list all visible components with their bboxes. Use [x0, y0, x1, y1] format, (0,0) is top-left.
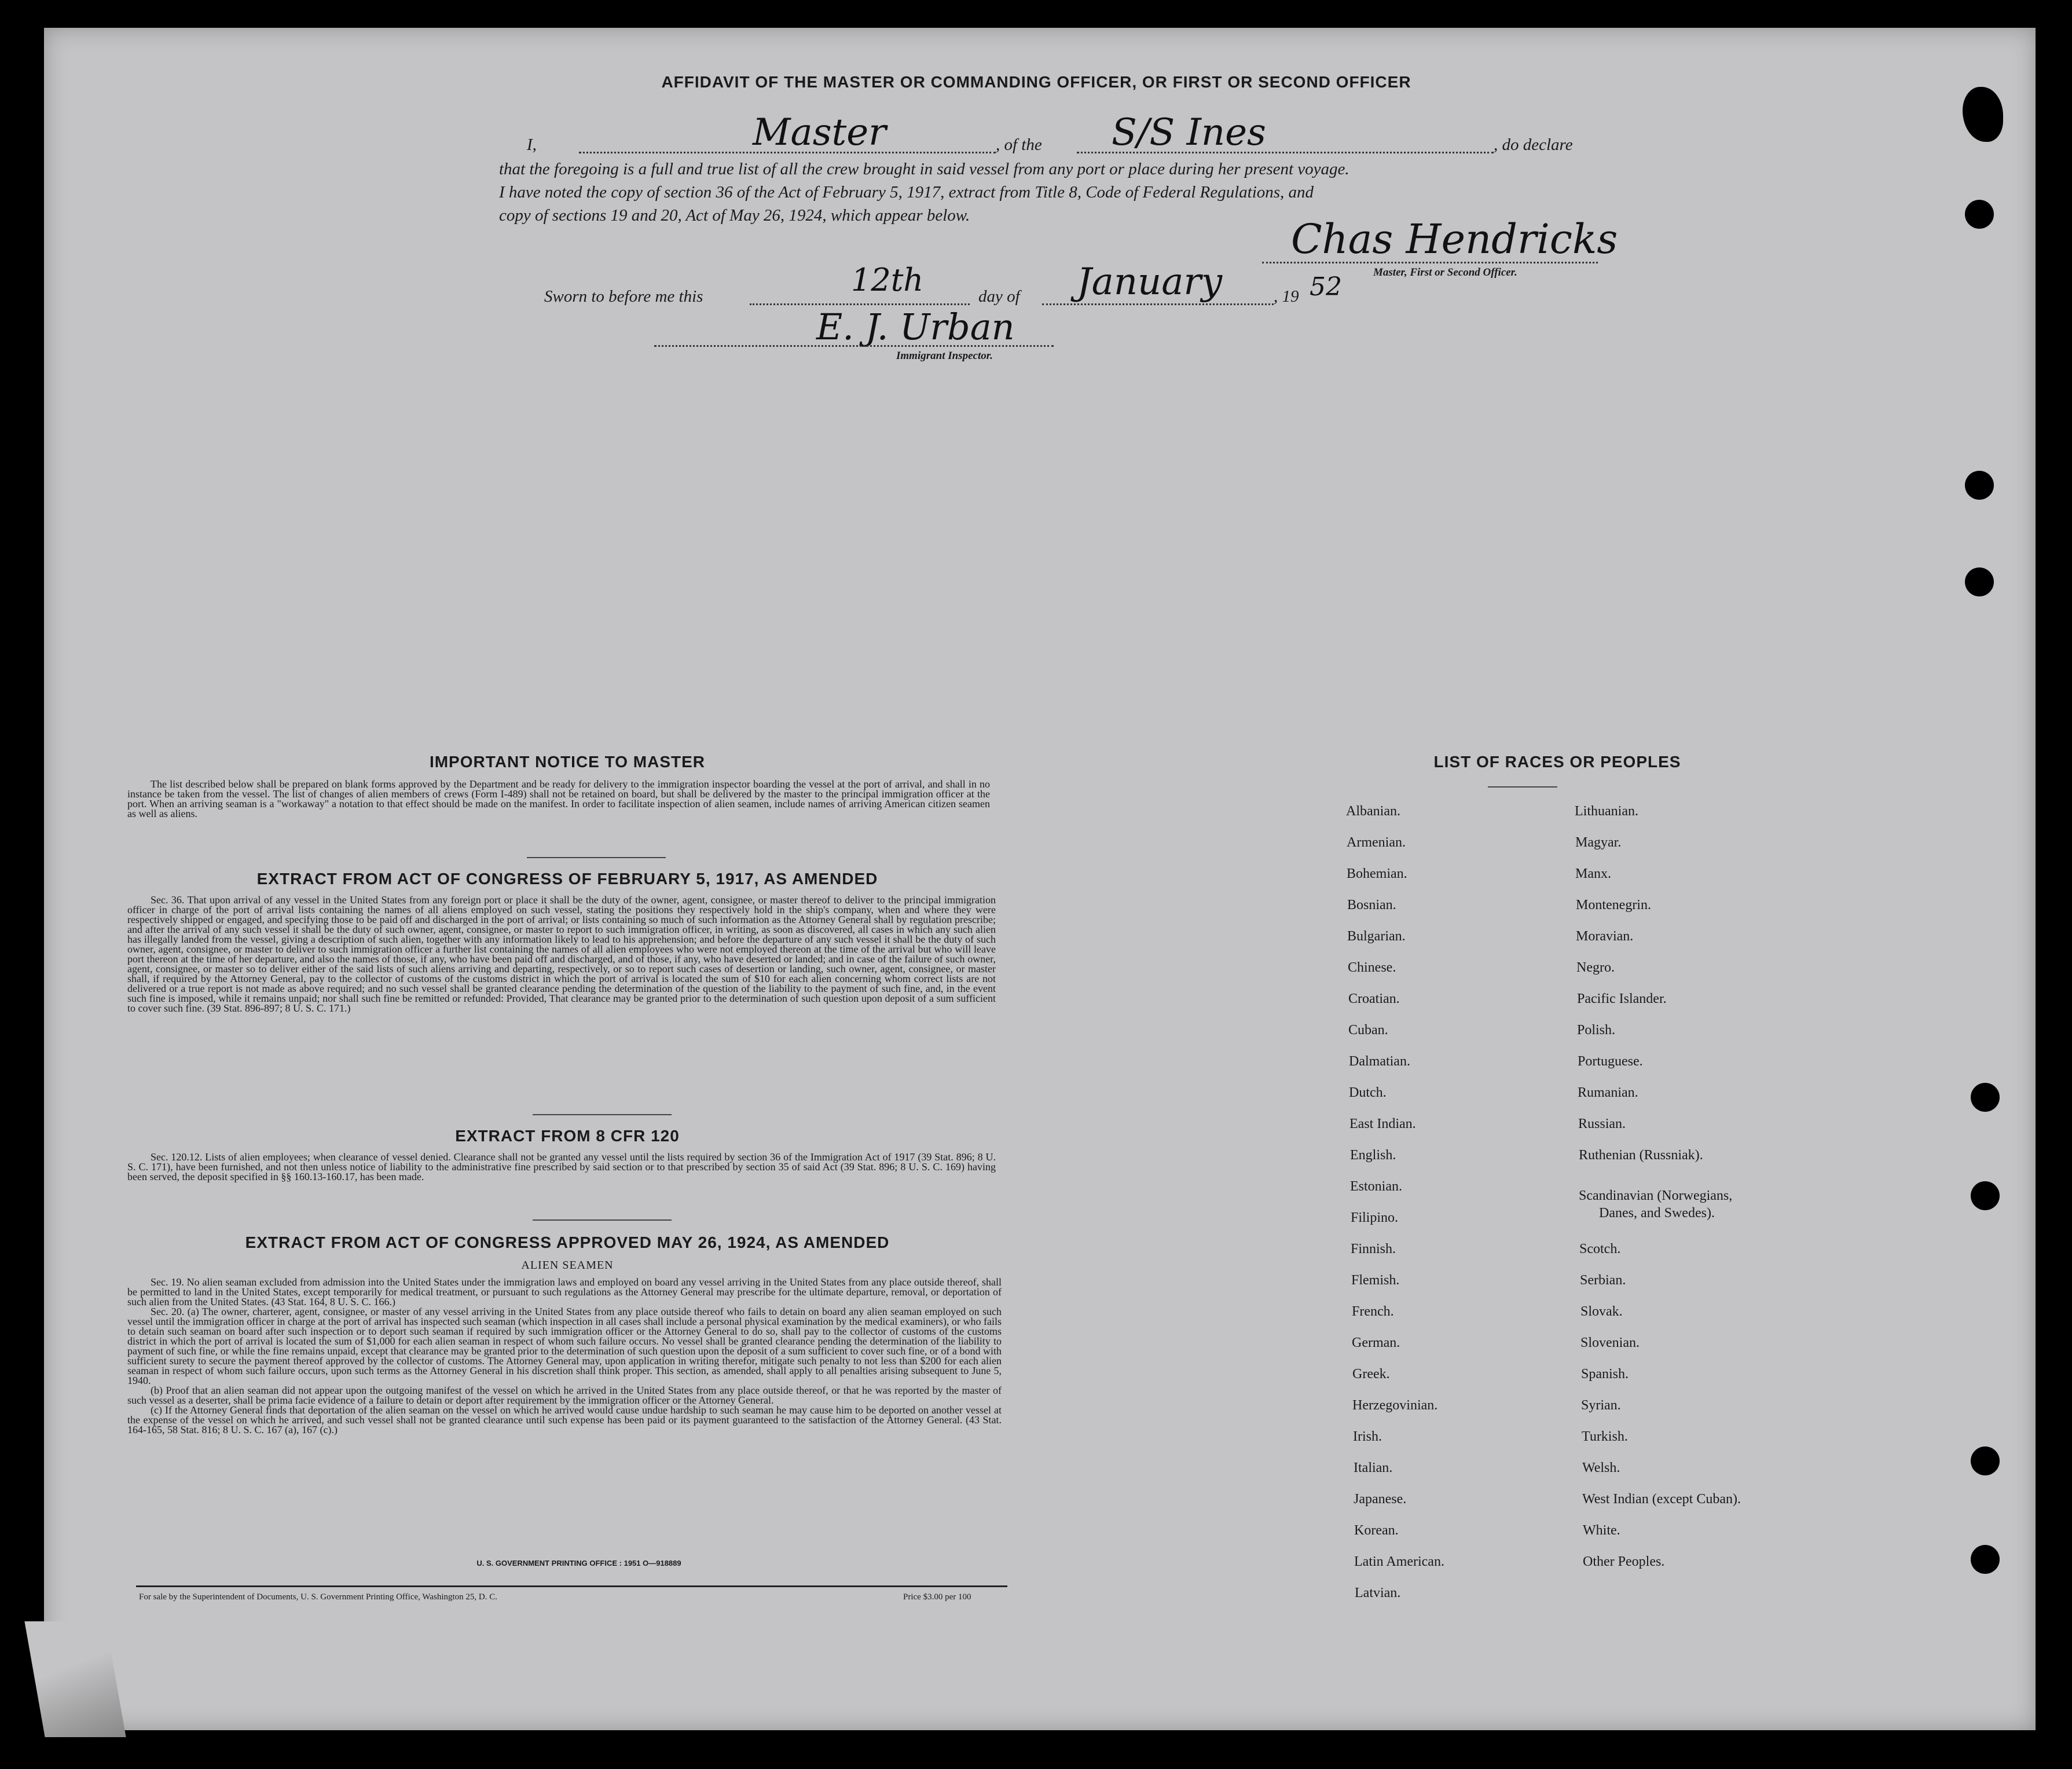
race-item: Other Peoples. — [1583, 1554, 1665, 1569]
race-item: Ruthenian (Russniak). — [1579, 1148, 1703, 1163]
capacity-handwritten: Master — [753, 111, 886, 154]
race-item: Pacific Islander. — [1577, 991, 1667, 1006]
race-item: Danes, and Swedes). — [1599, 1206, 1715, 1221]
race-item: Flemish. — [1351, 1273, 1400, 1288]
race-item: Latin American. — [1354, 1554, 1444, 1569]
extract1-text: Sec. 36. That upon arrival of any vessel in the United States from any foreign port or place it shall be the duty of the owner, agent, consignee, or master thereof to deliver to the principal immigration officer in charge of the port of arrival lists containing the names of all aliens employed on such vessel, stating the positions they respectively hold in the ship's company, when and where they were respectively shipped or engaged, and specifying those to be paid off and discharged in the port of arrival; or lists containing so much of such information as the Attorney General shall by regulation prescribe; and after the arrival of any such vessel it shall be the duty of such owner, agent, consignee, or master to report to such immigration officer, in writing, as soon as discovered, all cases in which any such alien has illegally landed from the vessel, giving a description of such alien, together with any information likely to lead to his apprehension; and before the departure of any such vessel it shall be the duty of such owner, agent, consignee, or master to deliver to such immigration officer a further list containing the names of all alien employees who were not employed thereon at the time of the arrival but who will leave port thereon at the time of her departure, and also the names of those, if any, who have been paid off and discharged, and of those, if any, who have deserted or landed; and in case of the failure of such owner, agent, consignee, or master so to deliver either of the said lists of such aliens arriving and departing, respectively, or so to report such cases of desertion or landing, such owner, agent, consignee, or master shall, if required by the Attorney General, pay to the collector of customs of the customs district in which the port of arrival is located the sum of $10 for each alien concerning whom correct lists are not delivered or a true report is not made as above required; and no such vessel shall be granted clearance pending the determination of the question of the liability to the payment of such fine, and, in the event such fine is imposed, while it remains unpaid; nor shall such fine be remitted or refunded: Provided, That clearance may be granted prior to the determination of such question upon deposit of a sum sufficient to cover such fine. (39 Stat. 896-897; 8 U. S. C. 171.) — [127, 894, 996, 1014]
race-item: Dalmatian. — [1349, 1054, 1410, 1069]
of-the-label: , of the — [996, 135, 1042, 154]
extract3-subtitle: ALIEN SEAMEN — [521, 1259, 614, 1272]
race-item: Japanese. — [1354, 1492, 1407, 1507]
divider — [1488, 786, 1557, 788]
race-item: Scandinavian (Norwegians, — [1579, 1188, 1733, 1203]
race-item: West Indian (except Cuban). — [1582, 1492, 1741, 1507]
extract1-title: EXTRACT FROM ACT OF CONGRESS OF FEBRUARY 5, 1917, AS AMENDED — [256, 870, 878, 888]
race-item: Slovenian. — [1580, 1335, 1640, 1350]
race-item: Korean. — [1354, 1523, 1399, 1538]
race-item: Slovak. — [1580, 1304, 1623, 1319]
divider — [527, 857, 666, 858]
punch-hole — [1971, 1545, 2000, 1574]
race-item: Negro. — [1576, 960, 1615, 975]
signer-caption: Master, First or Second Officer. — [1373, 266, 1517, 279]
race-item: Armenian. — [1347, 835, 1406, 850]
race-item: Estonian. — [1350, 1179, 1402, 1194]
race-item: Dutch. — [1349, 1085, 1387, 1100]
race-item: Lithuanian. — [1575, 804, 1638, 819]
sworn-label: Sworn to before me this — [544, 287, 703, 306]
inspector-signature: E. J. Urban — [816, 306, 1015, 348]
race-item: Bosnian. — [1347, 898, 1396, 913]
race-item: German. — [1352, 1335, 1400, 1350]
extract2-text: Sec. 120.12. Lists of alien employees; when clearance of vessel denied. Clearance shall not be granted any vessel until the lists required by section 36 of the Immigration Act of 1917 (39 Stat. 896; 8 U. S. C. 171), have been furnished, and not then unless notice of liability to the administrative fine prescribed by said section or to that prescribed by section 35 of said Act (39 Stat. 896; 8 U. S. C. 169) having been served, the deposit specified in §§ 160.13-160.17, has been made. — [127, 1151, 996, 1182]
punch-hole — [1965, 471, 1994, 500]
race-item: Spanish. — [1581, 1367, 1629, 1382]
race-item: Italian. — [1354, 1460, 1393, 1475]
footer-left: For sale by the Superintendent of Documents, U. S. Government Printing Office, Washington 25, D. C. — [139, 1592, 497, 1602]
race-item: Albanian. — [1346, 804, 1400, 819]
notice-text: The list described below shall be prepared on blank forms approved by the Department and be ready for delivery to the immigration inspector boarding the vessel at the port of arrival, and shall in no instance be taken from the vessel. The list of changes of alien members of crews (Form I-489) shall not be retained on board, but shall be delivered by the master to the principal immigration officer at the port. When an arriving seaman is a "workaway" a notation to that effect should be made on the manifest. In order to facilitate inspection of alien seamen, include names of arriving American citizen seamen as well as aliens. — [127, 778, 990, 819]
day-handwritten: 12th — [851, 262, 924, 298]
race-item: Bulgarian. — [1347, 929, 1406, 944]
affidavit-i-label: I, — [527, 135, 537, 154]
race-item: Welsh. — [1582, 1460, 1620, 1475]
race-item: Croatian. — [1348, 991, 1400, 1006]
affidavit-title: AFFIDAVIT OF THE MASTER OR COMMANDING OFFICER, OR FIRST OR SECOND OFFICER — [661, 73, 1411, 91]
do-declare-label: , do declare — [1494, 135, 1573, 154]
race-item: Serbian. — [1580, 1273, 1626, 1288]
month-line — [1042, 303, 1274, 305]
inspector-line — [654, 345, 1054, 347]
race-item: Russian. — [1578, 1116, 1626, 1131]
race-item: Finnish. — [1351, 1241, 1396, 1257]
punch-hole — [1971, 1181, 2000, 1210]
race-item: Cuban. — [1348, 1023, 1388, 1038]
race-item: White. — [1583, 1523, 1620, 1538]
year-handwritten: 52 — [1310, 272, 1342, 302]
race-item: Turkish. — [1582, 1429, 1628, 1444]
punch-hole — [1965, 200, 1994, 229]
vessel-handwritten: S/S Ines — [1112, 111, 1266, 154]
punch-hole — [1971, 1446, 2000, 1475]
notice-title: IMPORTANT NOTICE TO MASTER — [429, 753, 706, 771]
race-item: Syrian. — [1581, 1398, 1621, 1413]
race-item: Magyar. — [1575, 835, 1622, 850]
affidavit-line-4: copy of sections 19 and 20, Act of May 26, 1924, which appear below. — [499, 206, 970, 225]
race-item: Greek. — [1352, 1367, 1390, 1382]
race-item: Polish. — [1577, 1023, 1616, 1038]
punch-hole — [1971, 1083, 2000, 1112]
race-item: Bohemian. — [1347, 866, 1407, 881]
race-item: Filipino. — [1351, 1210, 1399, 1225]
signature-line — [1262, 262, 1598, 263]
printer-line: U. S. GOVERNMENT PRINTING OFFICE : 1951 O—918889 — [476, 1559, 681, 1567]
divider — [533, 1114, 672, 1115]
race-item: French. — [1352, 1304, 1394, 1319]
extract3-title: EXTRACT FROM ACT OF CONGRESS APPROVED MAY 26, 1924, AS AMENDED — [245, 1233, 890, 1251]
affidavit-line-2: that the foregoing is a full and true list of all the crew brought in said vessel from any port or place during her present voyage. — [499, 160, 1349, 178]
sec20a-text: Sec. 20. (a) The owner, charterer, agent, consignee, or master of any vessel arriving in the United States from any place outside thereof who fails to detain on board any alien seaman employed on such vessel until the immigration officer in charge at the port of arrival has inspected such seaman (which inspection in all cases shall include a personal physical examination by the medical examiners), or who fails to detain such seaman on board after such inspection or to deport such seaman if required by such immigration officer or the Attorney General to do so, shall pay to the collector of customs of the customs district in which the port of arrival is located the sum of $1,000 for each alien seaman in respect of whom such failure occurs. No vessel shall be granted clearance pending the determination of the liability to payment of such fine, or while the fine remains unpaid, except that clearance may be granted prior to the determination of such question upon the deposit of a sum sufficient to cover such fine, or of a bond with sufficient surety to secure the payment thereof approved by the collector of customs. The Attorney General may, upon application in writing therefor, mitigate such penalty to not less than $200 for each alien seaman in respect of whom such failure occurs, upon such terms as the Attorney General in his discretion shall think proper. This section, as amended, shall apply to all penalties arising subsequent to June 5, 1940. — [127, 1306, 1002, 1386]
extract2-title: EXTRACT FROM 8 CFR 120 — [455, 1127, 680, 1145]
race-item: Scotch. — [1579, 1241, 1621, 1257]
affidavit-line-3: I have noted the copy of section 36 of the Act of February 5, 1917, extract from Title 8, Code of Federal Regulations, and — [499, 183, 1314, 202]
footer-right: Price $3.00 per 100 — [903, 1592, 971, 1602]
race-item: Manx. — [1575, 866, 1611, 881]
punch-hole — [1965, 567, 1994, 596]
inspector-caption: Immigrant Inspector. — [896, 350, 993, 362]
race-item: East Indian. — [1349, 1116, 1416, 1131]
footer-rule — [136, 1585, 1007, 1587]
race-item: Montenegrin. — [1576, 898, 1651, 913]
day-line — [750, 303, 970, 305]
race-item: Portuguese. — [1578, 1054, 1643, 1069]
races-title: LIST OF RACES OR PEOPLES — [1433, 753, 1681, 771]
divider — [533, 1219, 672, 1221]
year-prefix: , 19 — [1274, 287, 1299, 306]
race-item: Rumanian. — [1578, 1085, 1638, 1100]
sec20b-text: (b) Proof that an alien seaman did not appear upon the outgoing manifest of the vessel on which he arrived in the United States from any place outside thereof, or that he was reported by the master of such vessel as a deserter, shall be prima facie evidence of a failure to detain or deport after requirement by the immigration officer or the Attorney General. — [127, 1385, 1002, 1406]
master-signature: Chas Hendricks — [1291, 215, 1618, 263]
race-item: Chinese. — [1348, 960, 1396, 975]
sec20c-text: (c) If the Attorney General finds that deportation of the alien seaman on the vessel on which he arrived would cause undue hardship to such seaman he may cause him to be deported on another vessel at the expense of the vessel on which he arrived, and such vessel shall not be granted clearance until such expense has been paid or its payment guaranteed to the satisfaction of the Attorney General. (43 Stat. 164-165, 58 Stat. 816; 8 U. S. C. 167 (a), 167 (c).) — [127, 1404, 1002, 1435]
race-item: Latvian. — [1355, 1585, 1401, 1600]
race-item: Irish. — [1353, 1429, 1382, 1444]
month-handwritten: January — [1077, 261, 1223, 303]
race-item: Moravian. — [1576, 929, 1634, 944]
race-item: Herzegovinian. — [1352, 1398, 1438, 1413]
day-of-label: day of — [978, 287, 1020, 306]
race-item: English. — [1350, 1148, 1396, 1163]
sec19-text: Sec. 19. No alien seaman excluded from admission into the United States under the immigration laws and employed on board any vessel arriving in the United States from any place outside thereof, shall be permitted to land in the United States, except temporarily for medical treatment, or pursuant to such regulations as the Attorney General may prescribe for the ultimate departure, removal, or deportation of such alien from the United States. (43 Stat. 164, 8 U. S. C. 166.) — [127, 1276, 1002, 1307]
